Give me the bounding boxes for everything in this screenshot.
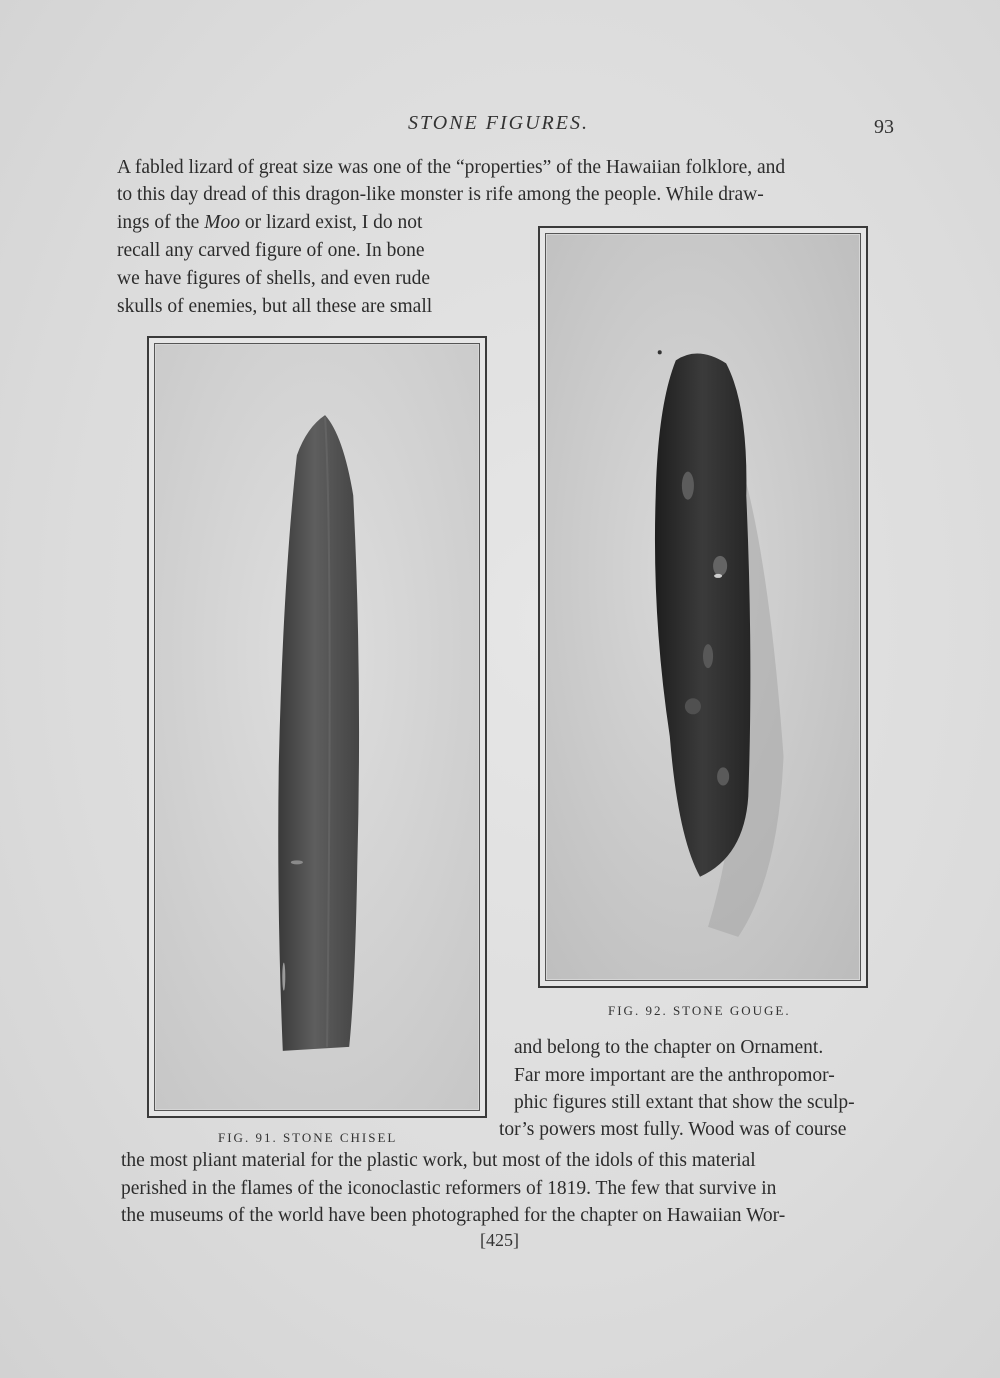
- running-title: STONE FIGURES.: [408, 112, 589, 134]
- body-line: skulls of enemies, but all these are small: [117, 296, 433, 317]
- running-head: [0, 112, 1000, 142]
- body-line: Far more important are the anthropomor-: [514, 1065, 835, 1086]
- stone-chisel-image: [156, 345, 478, 1109]
- italic-term: Moo: [204, 212, 240, 233]
- body-line: and belong to the chapter on Ornament.: [514, 1037, 824, 1058]
- body-line: A fabled lizard of great size was one of the “properties” of the Hawaiian folklore, and: [117, 157, 786, 178]
- page-number: 93: [874, 116, 894, 138]
- body-text: ings of the: [117, 212, 205, 233]
- figure-92-photo: [538, 226, 868, 988]
- figure-92-caption: FIG. 92. STONE GOUGE.: [608, 1003, 791, 1018]
- body-line: we have figures of shells, and even rude: [117, 268, 430, 289]
- body-line: tor’s powers most fully. Wood was of course: [499, 1119, 847, 1140]
- body-line: to this day dread of this dragon-like monster is rife among the people. While draw-: [117, 184, 764, 205]
- body-line: the most pliant material for the plastic work, but most of the idols of this material: [121, 1150, 756, 1171]
- body-line: phic figures still extant that show the sculp-: [514, 1092, 855, 1113]
- figure-91-caption: FIG. 91. STONE CHISEL: [218, 1130, 398, 1145]
- body-line: [117, 212, 422, 234]
- folio-number: [425]: [480, 1230, 519, 1250]
- stone-gouge-image: [547, 235, 859, 979]
- figure-91-photo: [147, 336, 487, 1118]
- body-line: the museums of the world have been photographed for the chapter on Hawaiian Wor-: [121, 1205, 786, 1226]
- body-text: or lizard exist, I do not: [239, 212, 423, 233]
- body-line: recall any carved figure of one. In bone: [117, 240, 425, 261]
- body-line: perished in the flames of the iconoclastic reformers of 1819. The few that survive in: [121, 1178, 777, 1199]
